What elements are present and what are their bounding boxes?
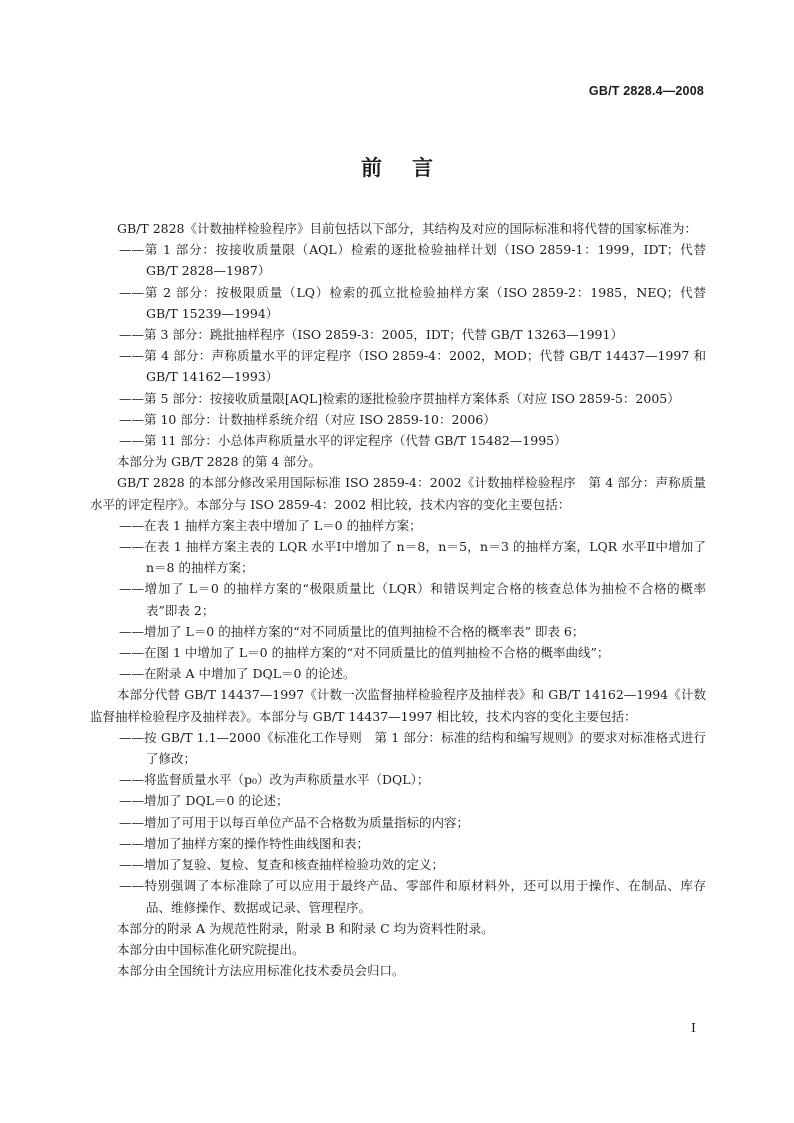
dash-item: ——第 3 部分：跳批抽样程序（ISO 2859-3：2005，IDT；代替 GB/T 13263—1991） [119, 327, 623, 343]
paragraph: GB/T 2828 的本部分修改采用国际标准 ISO 2859-4：2002《计数抽样检验程序 第 4 部分：声称质量水平的评定程序》。本部分与 ISO 2859-4：2002 相比较，技术内容的变化主要包括： [90, 475, 706, 512]
dash-item: ——第 11 部分：小总体声称质量水平的评定程序（代替 GB/T 15482—1995） [119, 433, 567, 449]
dash-item: ——第 4 部分：声称质量水平的评定程序（ISO 2859-4：2002，MOD；代替 GB/T 14437—1997 和 GB/T 14162—1993） [119, 348, 706, 385]
paragraph: 本部分的附录 A 为规范性附录，附录 B 和附录 C 均为资料性附录。 [117, 920, 494, 936]
standard-number: GB/T 2828.4—2008 [588, 84, 704, 98]
dash-item: ——第 5 部分：按接收质量限[AQL]检索的逐批检验序贯抽样方案体系（对应 ISO 2859-5：2005） [119, 390, 680, 406]
paragraph: 本部分由全国统计方法应用标准化技术委员会归口。 [117, 963, 405, 979]
dash-item: ——增加了复验、复检、复查和核查抽样检验功效的定义； [119, 857, 445, 873]
dash-item: ——按 GB/T 1.1—2000《标准化工作导则 第 1 部分：标准的结构和编写规则》的要求对标准格式进行了修改； [119, 729, 706, 767]
dash-item: ——在附录 A 中增加了 DQL＝0 的论述。 [119, 666, 356, 682]
dash-item: ——第 1 部分：按接收质量限（AQL）检索的逐批检验抽样计划（ISO 2859-1：1999，IDT；代替 GB/T 2828—1987） [119, 242, 706, 279]
dash-item: ——在表 1 抽样方案主表中增加了 L＝0 的抽样方案； [119, 517, 422, 533]
dash-item: ——增加了 DQL＝0 的论述； [119, 793, 289, 809]
page-number: I [691, 1020, 696, 1035]
dash-item: ——将监督质量水平（p₀）改为声称质量水平（DQL）； [119, 772, 430, 788]
dash-item: ——特别强调了本标准除了可以应用于最终产品、零部件和原材料外，还可以用于操作、在制品、库存品、维修操作、数据或记录、管理程序。 [119, 878, 706, 915]
dash-item: ——增加了抽样方案的操作特性曲线图和表； [119, 835, 370, 851]
dash-item: ——增加了 L＝0 的抽样方案的“极限质量比（LQR）和错误判定合格的核查总体为抽检不合格的概率表”即表 2； [119, 581, 706, 618]
dash-item: ——增加了可用于以每百单位产品不合格数为质量指标的内容； [119, 814, 470, 830]
paragraph: 本部分代替 GB/T 14437—1997《计数一次监督抽样检验程序及抽样表》和 GB/T 14162—1994《计数监督抽样检验程序及抽样表》。本部分与 GB/T 14437—1997 相比较，技术内容的变化主要包括： [90, 687, 706, 724]
foreword-body [90, 218, 706, 981]
dash-item: ——在表 1 抽样方案主表的 LQR 水平Ⅰ中增加了 n＝8，n＝5，n＝3 的抽样方案，LQR 水平Ⅱ中增加了 n＝8 的抽样方案； [119, 539, 706, 576]
paragraph: GB/T 2828《计数抽样检验程序》目前包括以下部分，其结构及对应的国际标准和将代替的国家标准为： [117, 221, 698, 236]
paragraph: 本部分由中国标准化研究院提出。 [117, 941, 305, 957]
dash-item: ——第 10 部分：计数抽样系统介绍（对应 ISO 2859-10：2006） [119, 411, 496, 427]
dash-item: ——第 2 部分：按极限质量（LQ）检索的孤立批检验抽样方案（ISO 2859-2：1985，NEQ；代替 GB/T 15239—1994） [119, 284, 706, 321]
page-title: 前言 [361, 155, 463, 180]
paragraph: 本部分为 GB/T 2828 的第 4 部分。 [117, 454, 321, 470]
dash-item: ——增加了 L＝0 的抽样方案的“对不同质量比的值判抽检不合格的概率表” 即表 6； [119, 623, 585, 639]
dash-item: ——在图 1 中增加了 L＝0 的抽样方案的“对不同质量比的值判抽检不合格的概率曲线”； [119, 645, 610, 661]
